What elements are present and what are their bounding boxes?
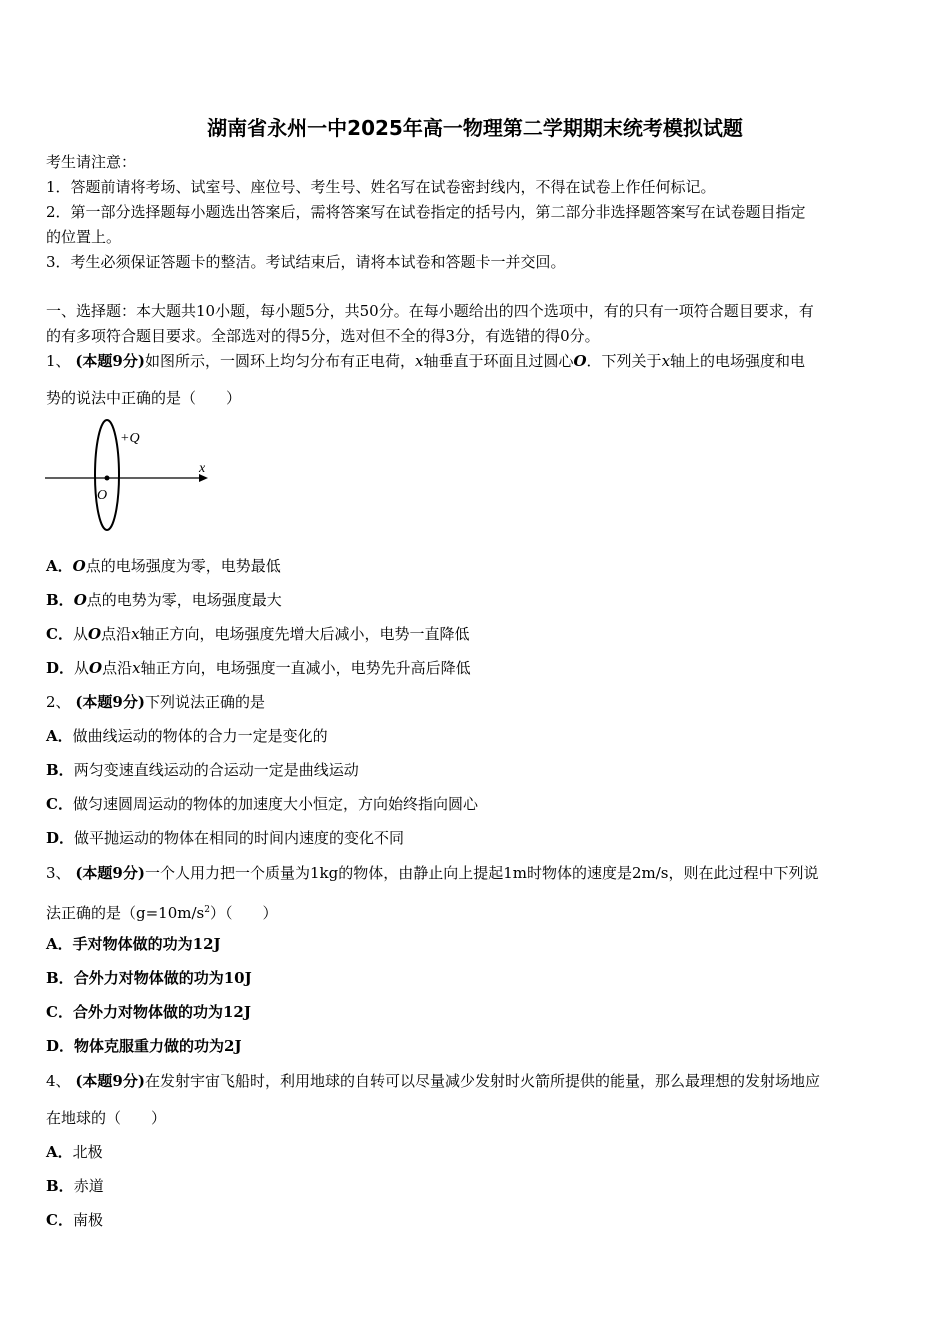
q4-option-a[interactable] bbox=[46, 1142, 103, 1162]
option-label: D． bbox=[46, 659, 75, 677]
option-text: 做匀速圆周运动的物体的加速度大小恒定，方向始终指向圆心 bbox=[72, 795, 478, 813]
q1-option-c[interactable] bbox=[46, 624, 470, 644]
option-text: 做曲线运动的物体的合力一定是变化的 bbox=[72, 727, 328, 745]
option-label: D． bbox=[46, 829, 75, 847]
charge-label: +Q bbox=[120, 431, 140, 446]
page-title: 湖南省永州一中2025年高一物理第二学期期末统考模拟试题 bbox=[207, 116, 743, 140]
q3-text: 一个人用力把一个质量为1kg的物体，由静止向上提起1m时物体的速度是2m/s，则在此过程中下列说 bbox=[144, 864, 819, 882]
option-text: 南极 bbox=[72, 1211, 103, 1229]
q2-stem bbox=[46, 692, 265, 712]
option-label: B． bbox=[46, 969, 74, 987]
q4-option-b[interactable] bbox=[46, 1176, 104, 1196]
q4-stem-line-2: 在地球的（ ） bbox=[46, 1109, 167, 1127]
q2-option-a[interactable] bbox=[46, 726, 328, 746]
q1-text-a: 如图所示，一圆环上均匀分布有正电荷， bbox=[144, 352, 415, 370]
q3-superscript: 2 bbox=[204, 905, 210, 915]
q3-option-c[interactable] bbox=[46, 1002, 251, 1022]
var-x: x bbox=[131, 625, 140, 643]
origin-label: O bbox=[97, 488, 108, 503]
option-label: C． bbox=[46, 1211, 73, 1229]
q1-var-o: O bbox=[573, 352, 587, 370]
q1-option-b[interactable] bbox=[46, 590, 282, 610]
option-text: 轴正方向，电场强度一直减小，电势先升高后降低 bbox=[140, 659, 471, 677]
q1-text-b: 轴垂直于环面且过圆心 bbox=[423, 352, 574, 370]
axis-label: x bbox=[199, 461, 206, 476]
q3-option-a[interactable] bbox=[46, 934, 221, 954]
q2-number: 2、 bbox=[46, 693, 71, 711]
option-text: 点的电势为零，电场强度最大 bbox=[86, 591, 282, 609]
ring-charge-figure bbox=[40, 415, 215, 540]
option-text: 做平抛运动的物体在相同的时间内速度的变化不同 bbox=[74, 829, 405, 847]
section-intro-line-1: 一、选择题：本大题共10小题，每小题5分，共50分。在每小题给出的四个选项中，有的只有一项符合题目要求，有 bbox=[46, 302, 814, 320]
option-label: A． bbox=[46, 557, 73, 575]
var-o: O bbox=[87, 625, 102, 643]
q4-stem-line-1 bbox=[46, 1071, 820, 1091]
section-intro-line-2: 的有多项符合题目要求。全部选对的得5分，选对但不全的得3分，有选错的得0分。 bbox=[46, 327, 600, 345]
q2-option-c[interactable] bbox=[46, 794, 478, 814]
q2-option-d[interactable] bbox=[46, 828, 404, 848]
option-label: C． bbox=[46, 795, 73, 813]
q1-stem-line-1 bbox=[46, 351, 805, 371]
q3-number: 3、 bbox=[46, 864, 71, 882]
q1-stem-line-2: 势的说法中正确的是（ ） bbox=[46, 389, 242, 407]
notice-item-2-cont: 的位置上。 bbox=[46, 228, 122, 246]
option-label: B． bbox=[46, 591, 74, 609]
q4-score: (本题9分) bbox=[75, 1072, 145, 1090]
option-text: 从 bbox=[72, 625, 88, 643]
notice-item-1: 1．答题前请将考场、试室号、座位号、考生号、姓名写在试卷密封线内，不得在试卷上作任何标记。 bbox=[46, 178, 716, 196]
q3-text-a: 法正确的是（g=10m/s bbox=[46, 904, 205, 922]
var-o: O bbox=[73, 591, 87, 609]
option-label: B． bbox=[46, 761, 74, 779]
option-label: C． bbox=[46, 625, 73, 643]
option-label: D． bbox=[46, 1037, 75, 1055]
option-text: 合外力对物体做的功为12J bbox=[72, 1003, 251, 1021]
option-text: 从 bbox=[74, 659, 90, 677]
q3-stem-line-1 bbox=[46, 863, 819, 883]
option-text: 赤道 bbox=[73, 1177, 104, 1195]
q4-option-c[interactable] bbox=[46, 1210, 103, 1230]
charged-ring bbox=[95, 420, 119, 530]
q2-text: 下列说法正确的是 bbox=[144, 693, 265, 711]
q4-text: 在发射宇宙飞船时，利用地球的自转可以尽量减少发射时火箭所提供的能量，那么最理想的发射场地应 bbox=[144, 1072, 820, 1090]
option-label: A． bbox=[46, 727, 73, 745]
q1-score: (本题9分) bbox=[75, 352, 145, 370]
notice-header: 考生请注意： bbox=[46, 153, 137, 171]
option-label: A． bbox=[46, 935, 73, 953]
q4-number: 4、 bbox=[46, 1072, 71, 1090]
q2-score: (本题9分) bbox=[75, 693, 145, 711]
q1-text-c: ．下列关于 bbox=[586, 352, 662, 370]
option-text: 物体克服重力做的功为2J bbox=[74, 1037, 242, 1055]
q3-stem-line-2 bbox=[46, 900, 277, 923]
option-text: 合外力对物体做的功为10J bbox=[73, 969, 252, 987]
option-text: 点的电场强度为零，电势最低 bbox=[85, 557, 281, 575]
option-label: B． bbox=[46, 1177, 74, 1195]
option-text: 轴正方向，电场强度先增大后减小，电势一直降低 bbox=[139, 625, 470, 643]
q3-option-b[interactable] bbox=[46, 968, 252, 988]
ring-center-point bbox=[105, 476, 110, 481]
option-text: 点沿 bbox=[101, 625, 132, 643]
option-text: 北极 bbox=[72, 1143, 103, 1161]
notice-item-2: 2．第一部分选择题每小题选出答案后，需将答案写在试卷指定的括号内，第二部分非选择题答案写在试卷题目指定 bbox=[46, 203, 806, 221]
q3-score: (本题9分) bbox=[75, 864, 145, 882]
option-text: 两匀变速直线运动的合运动一定是曲线运动 bbox=[73, 761, 359, 779]
q3-option-d[interactable] bbox=[46, 1036, 242, 1056]
q1-var-x2: x bbox=[661, 352, 671, 370]
option-label: A． bbox=[46, 1143, 73, 1161]
q1-text-d: 轴上的电场强度和电 bbox=[670, 352, 806, 370]
q3-text-b: ）（ ） bbox=[209, 904, 278, 922]
option-text: 手对物体做的功为12J bbox=[72, 935, 221, 953]
q1-option-d[interactable] bbox=[46, 658, 471, 678]
notice-item-3: 3．考生必须保证答题卡的整洁。考试结束后，请将本试卷和答题卡一并交回。 bbox=[46, 253, 566, 271]
q1-number: 1、 bbox=[46, 352, 71, 370]
var-o: O bbox=[89, 659, 103, 677]
q2-option-b[interactable] bbox=[46, 760, 359, 780]
var-o: O bbox=[72, 557, 86, 575]
option-text: 点沿 bbox=[102, 659, 133, 677]
q1-var-x: x bbox=[414, 352, 424, 370]
q1-option-a[interactable] bbox=[46, 556, 281, 576]
option-label: C． bbox=[46, 1003, 73, 1021]
var-x: x bbox=[132, 659, 141, 677]
